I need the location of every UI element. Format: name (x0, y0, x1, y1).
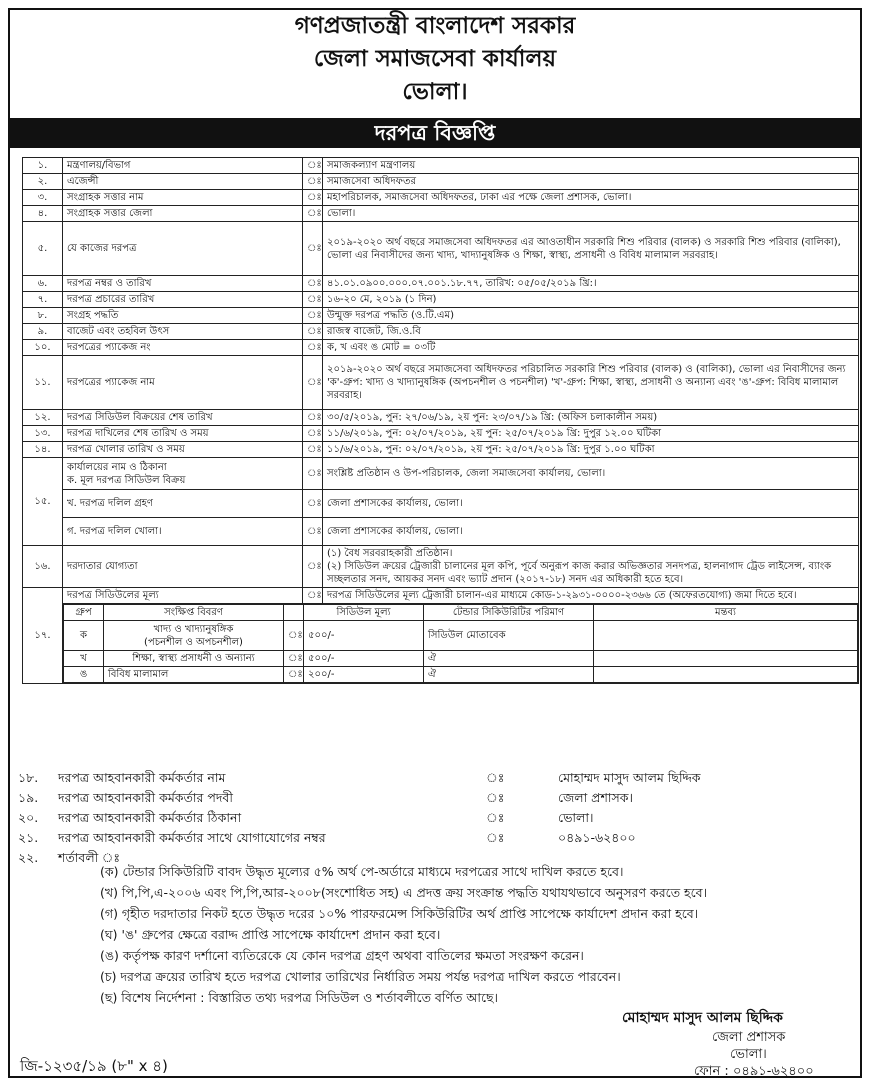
signatory-phone: ফোন : ০৪৯১-৬২৪০০ (694, 1064, 814, 1079)
list-item: (গ) গৃহীত দরদাতার নিকট হতে উদ্ধৃত দরের ১০% পারফরমেন্স সিকিউরিটির অর্থ প্রাপ্তি সাপেক্ষে কার্যাদেশ প্রদান করা হবে। (100, 906, 699, 921)
table-row: ১২. দরপত্র সিডিউল বিক্রয়ের শেষ তারিখ ঃ ৩০/৫/২০১৯, পুন: ২৭/০৬/১৯, ২য় পুন: ২৩/০৭/১৯ খ্রি: (অফিস চলাকালীন সময়) (23, 410, 859, 426)
table-row: ২. এজেন্সী ঃ সমাজসেবা অধিদফতর (23, 174, 859, 190)
table-row: ৩. সংগ্রাহক সত্তার নাম ঃ মহাপরিচালক, সমাজসেবা অধিদফতর, ঢাকা এর পক্ষে জেলা প্রশাসক, ভোলা। (23, 190, 859, 206)
table-row: ১৩. দরপত্র দাখিলের শেষ তারিখ ও সময় ঃ ১১/৬/২০১৯, পুন: ০২/০৭/২০১৯, ২য় পুন: ২৫/০৭/২০১৯ খ্রি: দুপুর ১২.০০ ঘটিকা (23, 426, 859, 442)
table-row: ঙ বিবিধ মালামাল ঃ ২০০/- ঐ (64, 667, 858, 683)
table-row: ১৭. দরপত্র সিডিউলের মূল্য ঃ দরপত্র সিডিউলের মূল্য ট্রেজারী চালান-এর মাধ্যমে কোড-১-২৯৩১-০০০০-২৩৬৬ তে (অফেরতযোগ্য) জমা দিতে হবে। (23, 588, 859, 604)
table-row: ৬. দরপত্র নম্বর ও তারিখ ঃ ৪১.০১.০৯০০.০০০.০৭.০০১.১৮.৭৭, তারিখ: ০৫/০৫/২০১৯ খ্রি:। (23, 276, 859, 292)
table-row: ৮. সংগ্রহ পদ্ধতি ঃ উন্মুক্ত দরপত্র পদ্ধতি (ও.টি.এম) (23, 308, 859, 324)
schedule-price-table (63, 604, 858, 683)
table-row: ১১. দরপত্রের প্যাকেজ নাম ঃ ২০১৯-২০২০ অর্থ বছরে সমাজসেবা অধিদফতর পরিচালিত সরকারি শিশু পরিবার (বালক) ও (বালিকা), ভোলা এর নিবাসীদের জন্য 'ক'-গ্রুপ: খাদ্য ও খাদ্যানুষঙ্গিক (অপচনশীল ও পচনশীল) 'খ'-গ্রুপ: শিক্ষা, স্বাস্থ্য, প্রসাধনী ও অন্যান্য এবং 'ঙ'-গ্রুপ: বিবিধ মালামাল সরবরাহ। (23, 356, 859, 410)
list-item: (ছ) বিশেষ নির্দেশনা : বিস্তারিত তথ্য দরপত্র সিডিউল ও শর্তাবলীতে বর্ণিত আছে। (100, 990, 499, 1005)
table-row: ১৫. কার্যালয়ের নাম ও ঠিকানা ক. মূল দরপত্র সিডিউল বিক্রয় ঃ সংশ্লিষ্ট প্রতিষ্ঠান ও উপ-পরিচালক, জেলা সমাজসেবা কার্যালয়, ভোলা। (23, 458, 859, 490)
tender-notice-banner (10, 118, 860, 148)
table-row: গ. দরপত্র দলিল খোলা। ঃ জেলা প্রশাসকের কার্যালয়, ভোলা। (23, 518, 859, 546)
table-row: ৫. যে কাজের দরপত্র ঃ ২০১৯-২০২০ অর্থ বছরে সমাজসেবা অধিদফতর এর আওতাধীন সরকারি শিশু পরিবার (বালক) ও সরকারি শিশু পরিবার (বালিকা), ভোলা এর নিবাসীদের জন্য খাদ্য, খাদ্যানুষঙ্গিক ও শিক্ষা, স্বাস্থ্য, প্রসাধনী ও বিবিধ মালামাল সরবরাহ। (23, 222, 859, 276)
district-title: ভোলা। (402, 79, 468, 105)
qualification-1: (১) বৈধ সরবরাহকারী প্রতিষ্ঠান। (327, 548, 453, 559)
table-header-row: গ্রুপ সংক্ষিপ্ত বিবরণ সিডিউল মূল্য টেন্ডার সিকিউরিটির পরিমাণ মন্তব্য (64, 605, 858, 621)
table-row: ৭. দরপত্র প্রচারের তারিখ ঃ ১৬-২০ মে, ২০১৯ (১ দিন) (23, 292, 859, 308)
office-label: কার্যালয়ের নাম ও ঠিকানা (67, 461, 167, 473)
list-item: (ঘ) 'ঙ' গ্রুপের ক্ষেত্রে বরাদ্দ প্রাপ্তি সাপেক্ষে কার্যাদেশ প্রদান করা হবে। (100, 927, 441, 942)
office-title: জেলা সমাজসেবা কার্যালয় (313, 46, 557, 72)
table-row: ১৪. দরপত্র খোলার তারিখ ও সময় ঃ ১১/৬/২০১৯, পুন: ০২/০৭/২০১৯, ২য় পুন: ২৫/০৭/২০১৯ খ্রি: দুপুর ১.০০ ঘটিকা (23, 442, 859, 458)
signatory-name: মোহাম্মদ মাসুদ আলম ছিদ্দিক (622, 1010, 783, 1026)
table-row: খ শিক্ষা, স্বাস্থ্য প্রসাধনী ও অন্যান্য ঃ ৫০০/- ঐ (64, 651, 858, 667)
table-row: ৯. বাজেট এবং তহবিল উৎস ঃ রাজস্ব বাজেট, জি.ও.বি (23, 324, 859, 340)
list-item: (চ) দরপত্র ক্রয়ের তারিখ হতে দরপত্র খোলার তারিখের নির্ধারিত সময় পর্যন্ত দরপত্র দাখিল করতে পারবেন। (100, 969, 621, 984)
list-item: (খ) পি,পি,এ-২০০৬ এবং পি,পি,আর-২০০৮(সংশোধিত সহ) এ প্রদত্ত ক্রয় সংক্রান্ত পদ্ধতি যথাযথভাবে অনুসরণ করতে হবে। (100, 885, 708, 900)
signatory-title: জেলা প্রশাসক (712, 1030, 786, 1045)
table-row: ক খাদ্য ও খাদ্যানুষঙ্গিক (পচনশীল ও অপচনশীল) ঃ ৫০০/- সিডিউল মোতাবেক (64, 621, 858, 651)
list-item: (ঙ) কর্তৃপক্ষ কারণ দর্শানো ব্যতিরেকে যে কোন দরপত্র গ্রহণ অথবা বাতিলের ক্ষমতা সংরক্ষণ করেন। (100, 948, 584, 963)
table-row: ৪. সংগ্রাহক সত্তার জেলা ঃ ভোলা। (23, 206, 859, 222)
banner-title: দরপত্র বিজ্ঞপ্তি (363, 118, 508, 148)
table-row: ১. মন্ত্রণালয়/বিভাগ ঃ সমাজকল্যাণ মন্ত্রণালয় (23, 158, 859, 174)
footer-code: জি-১২৩৫/১৯ (৮" x ৪) (20, 1057, 168, 1075)
table-row: খ. দরপত্র দলিল গ্রহণ ঃ জেলা প্রশাসকের কার্যালয়, ভোলা। (23, 490, 859, 518)
list-item: (ক) টেন্ডার সিকিউরিটি বাবদ উদ্ধৃত মূল্যের ৫% অর্থ পে-অর্ডারে মাধ্যমে দরপত্রের সাথে দাখিল করতে হবে। (100, 864, 624, 879)
schedule-sale-label: ক. মূল দরপত্র সিডিউল বিক্রয় (67, 474, 186, 486)
qualification-2: (২) সিডিউল ক্রয়ের ট্রেজারী চালানের মূল কপি, পূর্বে অনুরূপ কাজ করার অভিজ্ঞতার সনদপত্র, হালনাগাদ ট্রেড লাইসেন্স, ব্যাংক সচ্ছলতার সনদ, আয়কর সনদ এবং ভ্যাট প্রদান (২০১৭-১৮) সনদ এর অধিকারী হতে হবে। (327, 561, 832, 585)
terms-title: শর্তাবলী ঃ (58, 850, 121, 865)
govt-title: গণপ্রজাতন্ত্রী বাংলাদেশ সরকার (294, 13, 576, 39)
tender-details-table (22, 157, 859, 684)
signatory-place: ভোলা। (730, 1047, 767, 1062)
notice-header (10, 10, 860, 109)
table-row: ১৬. দরদাতার যোগ্যতা ঃ (১) বৈধ সরবরাহকারী প্রতিষ্ঠান। (২) সিডিউল ক্রয়ের ট্রেজারী চালানের মূল কপি, পূর্বে অনুরূপ কাজ করার অভিজ্ঞতার সনদপত্র, হালনাগাদ ট্রেড লাইসেন্স, ব্যাংক সচ্ছলতার সনদ, আয়কর সনদ এবং ভ্যাট প্রদান (২০১৭-১৮) সনদ এর অধিকারী হতে হবে। (23, 546, 859, 588)
table-row (23, 604, 859, 684)
table-row: ১০. দরপত্রের প্যাকেজ নং ঃ ক, খ এবং ঙ মোট = ০৩টি (23, 340, 859, 356)
